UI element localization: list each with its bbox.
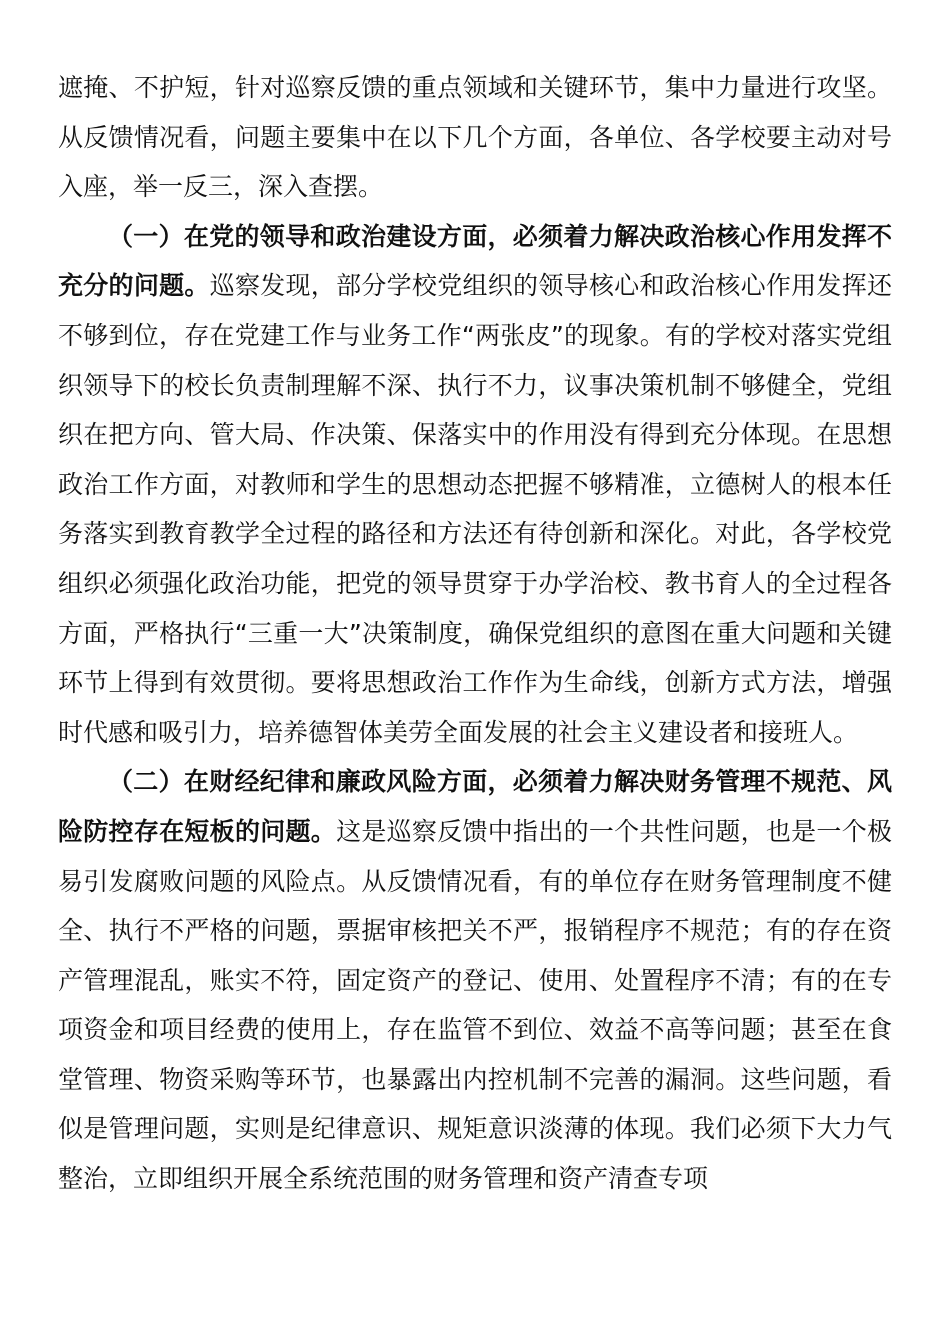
paragraph-section-2 bbox=[58, 757, 892, 1203]
paragraph-intro bbox=[58, 63, 892, 212]
section-1-heading: （一）在党的领导和政治建设方面，必须着力解决政治核心作用发挥不充分的问题。 bbox=[58, 221, 892, 301]
paragraph-intro-text: 遮掩、不护短，针对巡察反馈的重点领域和关键环节，集中力量进行攻坚。从反馈情况看，问题主要集中在以下几个方面，各单位、各学校要主动对号入座，举一反三，深入查摆。 bbox=[58, 73, 892, 202]
section-2-heading: （二）在财经纪律和廉政风险方面，必须着力解决财务管理不规范、风险防控存在短板的问题。 bbox=[58, 767, 892, 846]
document-page bbox=[58, 63, 892, 1204]
paragraph-section-1 bbox=[58, 212, 892, 758]
section-1-text: 巡察发现，部分学校党组织的领导核心和政治核心作用发挥还不够到位，存在党建工作与业务工作“两张皮”的现象。有的学校对落实党组织领导下的校长负责制理解不深、执行不力，议事决策机制不够健全，党组织在把方向、管大局、作决策、保落实中的作用没有得到充分体现。在思想政治工作方面，对教师和学生的思想动态把握不够精准，立德树人的根本任务落实到教育教学全过程的路径和方法还有待创新和深化。对此，各学校党组织必须强化政治功能，把党的领导贯穿于办学治校、教书育人的全过程各方面，严格执行“三重一大”决策制度，确保党组织的意图在重大问题和关键环节上得到有效贯彻。要将思想政治工作作为生命线，创新方式方法，增强时代感和吸引力，培养德智体美劳全面发展的社会主义建设者和接班人。 bbox=[58, 271, 892, 747]
section-2-text: 这是巡察反馈中指出的一个共性问题，也是一个极易引发腐败问题的风险点。从反馈情况看，有的单位存在财务管理制度不健全、执行不严格的问题，票据审核把关不严，报销程序不规范；有的存在资产管理混乱，账实不符，固定资产的登记、使用、处置程序不清；有的在专项资金和项目经费的使用上，存在监管不到位、效益不高等问题；甚至在食堂管理、物资采购等环节，也暴露出内控机制不完善的漏洞。这些问题，看似是管理问题，实则是纪律意识、规矩意识淡薄的体现。我们必须下大力气整治，立即组织开展全系统范围的财务管理和资产清查专项 bbox=[58, 816, 892, 1194]
